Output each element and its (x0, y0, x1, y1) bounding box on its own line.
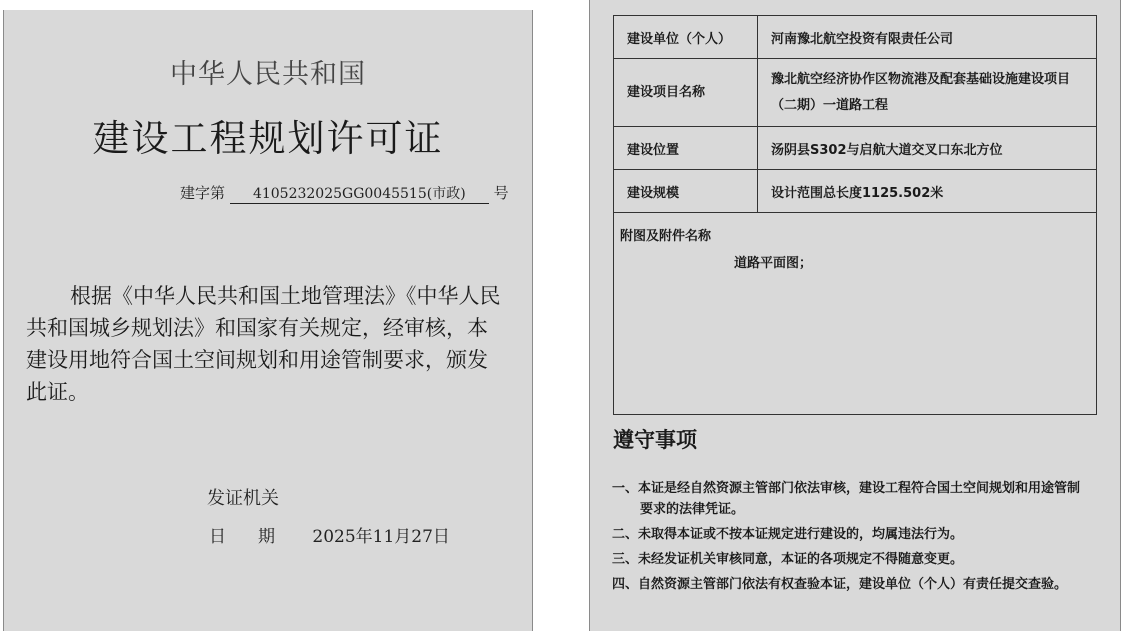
certificate-back-page (589, 0, 1121, 631)
list-item: 二、未取得本证或不按本证规定进行建设的，均属违法行为。 (612, 527, 964, 542)
certificate-number: 4105232025GG0045515(市政) (230, 183, 489, 204)
table-row (614, 170, 1097, 213)
project-value: 豫北航空经济协作区物流港及配套基础设施建设项目（二期）一道路工程 (758, 59, 1097, 127)
number-suffix: 号 (493, 184, 509, 202)
certificate-front-page (3, 10, 533, 631)
number-prefix: 建字第 (180, 184, 226, 202)
attachments-item: 道路平面图； (734, 256, 813, 271)
unit-value: 河南豫北航空投资有限责任公司 (758, 16, 1097, 59)
table-row (614, 59, 1097, 127)
project-label: 建设项目名称 (614, 59, 758, 127)
table-row (614, 16, 1097, 59)
list-item: 一、本证是经自然资源主管部门依法审核，建设工程符合国土空间规划和用途管制要求的法律凭证。 (612, 481, 1081, 517)
issuer-label: 发证机关 (207, 488, 279, 509)
date-label: 日期 (209, 527, 307, 547)
certificate-body-text: 根据《中华人民共和国土地管理法》《中华人民共和国城乡规划法》和国家有关规定，经审核，本建设用地符合国土空间规划和用途管制要求，颁发此证。 (26, 284, 501, 404)
project-info-table (613, 15, 1097, 415)
issue-date-row (209, 522, 450, 547)
rules-list (612, 478, 1092, 599)
location-value: 汤阴县S302与启航大道交叉口东北方位 (758, 127, 1097, 170)
table-row (614, 213, 1097, 415)
list-item: 四、自然资源主管部门依法有权查验本证，建设单位（个人）有责任提交查验。 (612, 577, 1068, 592)
table-row (614, 127, 1097, 170)
scale-value: 设计范围总长度1125.502米 (758, 170, 1097, 213)
certificate-title: 建设工程规划许可证 (92, 117, 444, 160)
list-item: 三、未经发证机关审核同意，本证的各项规定不得随意变更。 (612, 552, 964, 567)
country-name: 中华人民共和国 (170, 59, 366, 90)
attachments-label: 附图及附件名称 (620, 229, 712, 244)
location-label: 建设位置 (614, 127, 758, 170)
attachments-cell (614, 213, 1097, 415)
rules-title: 遵守事项 (613, 428, 697, 452)
certificate-number-line (180, 182, 509, 204)
unit-label: 建设单位（个人） (614, 16, 758, 59)
scale-label: 建设规模 (614, 170, 758, 213)
date-value: 2025年11月27日 (312, 527, 450, 547)
